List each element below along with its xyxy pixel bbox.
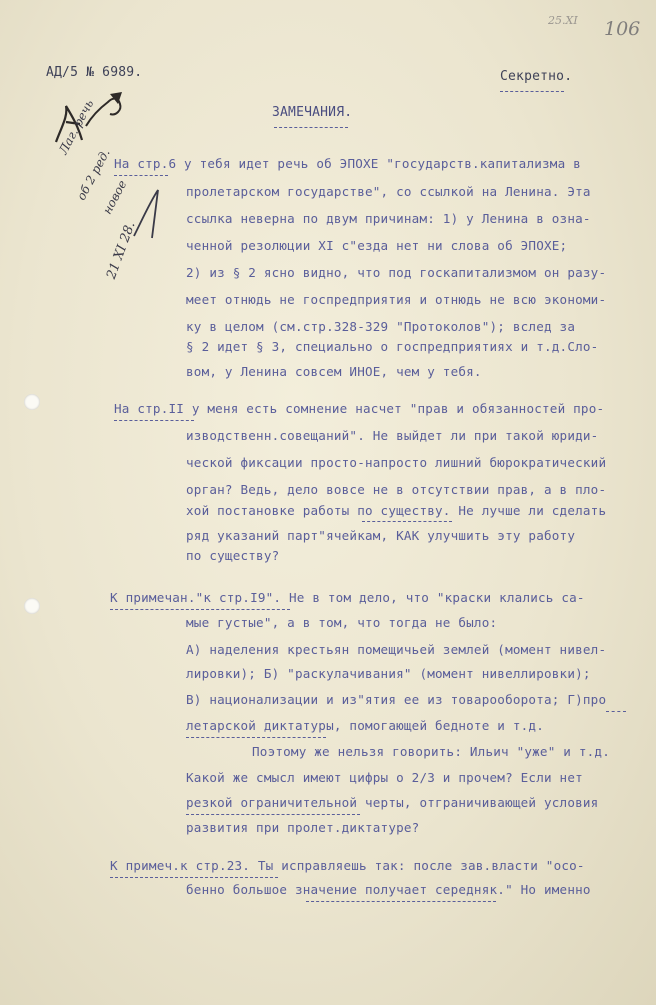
text-line: летарской диктатуры, помогающей бедноте и т.д. — [186, 718, 544, 733]
classification-underline — [500, 91, 564, 92]
classification-label: Секретно. — [500, 69, 573, 84]
text-line: В) национализации и из"ятия ее из товарооборота; Г)про — [186, 692, 607, 707]
text-line: ку в целом (см.стр.328-329 "Протоколов"); вслед за — [186, 319, 576, 334]
handwritten-signature — [128, 184, 168, 248]
reference-number: АД/5 № 6989. — [46, 65, 143, 80]
handwritten-note-2: об 2 ред. — [74, 146, 113, 203]
text-line: орган? Ведь, дело вовсе не в отсутствии прав, а в пло- — [186, 482, 607, 497]
underline-mark — [186, 737, 326, 738]
text-line: ченной резолюции XI с"езда нет ни слова об ЭПОХЕ; — [186, 238, 568, 253]
text-line: Поэтому же нельзя говорить: Ильич "уже" и т.д. — [252, 744, 610, 759]
underline-mark — [186, 814, 360, 815]
text-line: хой постановке работы по существу. Не лучше ли сделать — [186, 503, 607, 518]
text-line: резкой ограничительной черты, отграничивающей условия — [186, 795, 599, 810]
underline-mark — [110, 609, 290, 610]
text-line: К примеч.к стр.23. Ты исправляешь так: после зав.власти "осо- — [110, 858, 585, 873]
underline-mark — [110, 877, 278, 878]
text-line: мые густые", а в том, что тогда не было: — [186, 615, 498, 630]
text-line: § 2 идет § 3, специально о госпредприятиях и т.д.Сло- — [186, 339, 599, 354]
text-line: развития при пролет.диктатуре? — [186, 820, 420, 835]
page-title: ЗАМЕЧАНИЯ. — [272, 105, 353, 120]
text-line: На стр.6 у тебя идет речь об ЭПОХЕ "государств.капитализма в — [114, 156, 581, 171]
underline-mark — [114, 420, 194, 421]
handwritten-note-3: новое — [100, 177, 130, 217]
punch-hole-bottom — [24, 598, 40, 614]
text-line: На стр.II у меня есть сомнение насчет "прав и обязанностей про- — [114, 401, 605, 416]
text-line: бенно большое значение получает середняк." Но именно — [186, 882, 591, 897]
text-line: 2) из § 2 ясно видно, что под госкапитализмом он разу- — [186, 265, 607, 280]
text-line: пролетарском государстве", со ссылкой на Ленина. Эта — [186, 184, 591, 199]
corner-small-note: 25.XI — [548, 14, 578, 27]
text-line: по существу? — [186, 548, 280, 563]
handwritten-date: 21 XI 28. — [104, 219, 139, 282]
underline-mark — [606, 711, 626, 712]
text-line: лировки); Б) "раскулачивания" (момент нивеллировки); — [186, 666, 591, 681]
text-line: К примечан."к стр.I9". Не в том дело, что "краски клались са- — [110, 590, 585, 605]
text-line: вом, у Ленина совсем ИНОЕ, чем у тебя. — [186, 364, 482, 379]
underline-mark — [114, 175, 168, 176]
corner-page-number: 106 — [604, 18, 641, 40]
underline-mark — [306, 901, 496, 902]
underline-mark — [362, 521, 452, 522]
handwritten-note-1: Лаг. речь — [56, 97, 97, 157]
text-line: ческой фиксации просто-напросто лишний бюрократический — [186, 455, 607, 470]
title-underline — [274, 127, 348, 128]
text-line: меет отнюдь не госпредприятия и отнюдь не всю экономи- — [186, 292, 607, 307]
text-line: Какой же смысл имеют цифры о 2/3 и прочем? Если нет — [186, 770, 583, 785]
text-line: А) наделения крестьян помещичьей землей (момент нивел- — [186, 642, 607, 657]
punch-hole-top — [24, 394, 40, 410]
text-line: ряд указаний парт"ячейкам, КАК улучшить эту работу — [186, 528, 576, 543]
text-line: изводственн.совещаний". Не выйдет ли при такой юриди- — [186, 428, 599, 443]
text-line: ссылка неверна по двум причинам: 1) у Ленина в озна- — [186, 211, 591, 226]
